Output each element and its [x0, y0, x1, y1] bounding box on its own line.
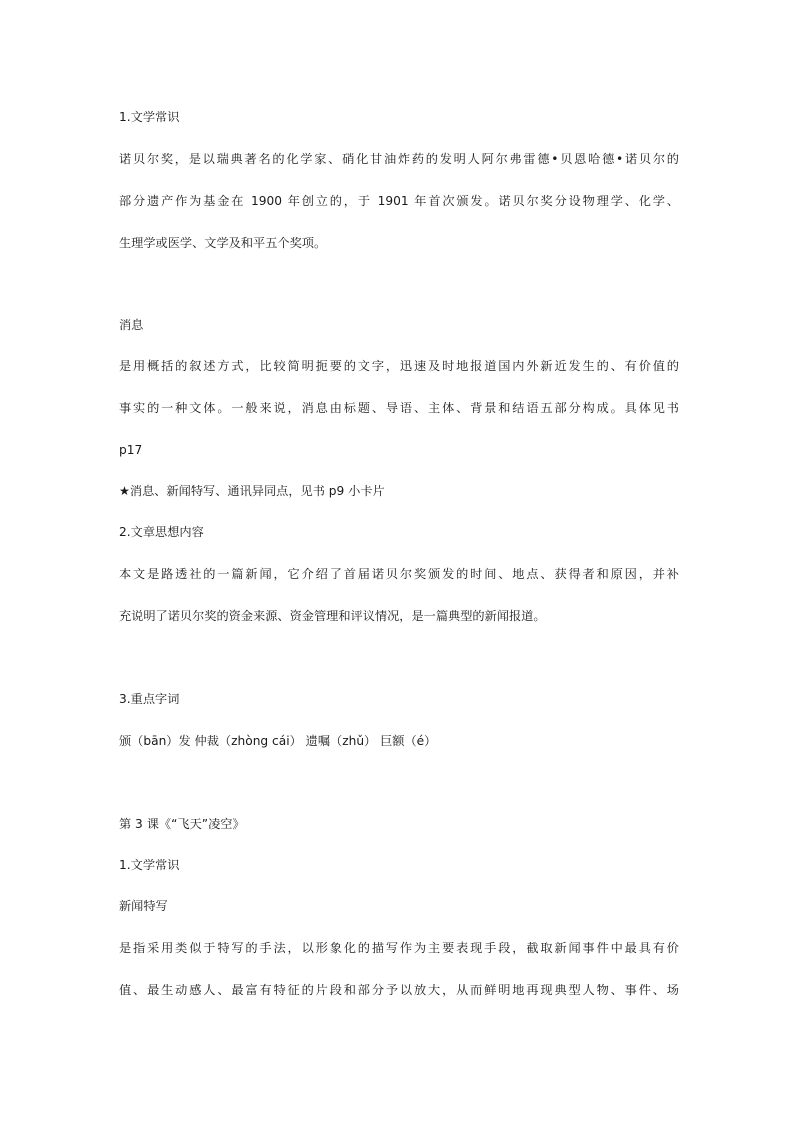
- paragraph-line: 本文是路透社的一篇新闻，它介绍了首届诺贝尔奖颁发的时间、地点、获得者和原因，并补: [119, 567, 679, 581]
- paragraph-line: 诺贝尔奖，是以瑞典著名的化学家、硝化甘油炸药的发明人阿尔弗雷德•贝恩哈德•诺贝尔的: [119, 152, 679, 166]
- section-heading: 3.重点字词: [119, 692, 180, 706]
- paragraph-line: 事实的一种文体。一般来说，消息由标题、导语、主体、背景和结语五部分构成。具体见书: [119, 401, 679, 415]
- paragraph-line: 值、最生动感人、最富有特征的片段和部分予以放大，从而鲜明地再现典型人物、事件、场: [119, 983, 679, 997]
- paragraph-line: 充说明了诺贝尔奖的资金来源、资金管理和评议情况，是一篇典型的新闻报道。: [119, 609, 546, 623]
- lesson-title: 第 3 课《“飞天”凌空》: [119, 817, 245, 831]
- paragraph-line: p17: [119, 443, 143, 457]
- note-line: ★消息、新闻特写、通讯异同点，见书 p9 小卡片: [119, 484, 385, 498]
- section-heading: 1.文学常识: [119, 858, 180, 872]
- paragraph-line: 是指采用类似于特写的手法，以形象化的描写作为主要表现手段，截取新闻事件中最具有价: [119, 941, 679, 955]
- paragraph-line: 生理学或医学、文学及和平五个奖项。: [119, 236, 327, 250]
- section-heading: 1.文学常识: [119, 110, 180, 124]
- vocabulary-line: 颁（bān）发 仲裁（zhòng cái） 遗嘱（zhǔ） 巨额（é）: [119, 734, 437, 748]
- paragraph-line: 部分遗产作为基金在 1900 年创立的，于 1901 年首次颁发。诺贝尔奖分设物理学、化学、: [119, 194, 679, 208]
- term-heading: 新闻特写: [119, 899, 168, 913]
- section-heading: 2.文章思想内容: [119, 525, 204, 539]
- paragraph-line: 是用概括的叙述方式，比较简明扼要的文字，迅速及时地报道国内外新近发生的、有价值的: [119, 359, 679, 373]
- term-heading: 消息: [119, 318, 144, 332]
